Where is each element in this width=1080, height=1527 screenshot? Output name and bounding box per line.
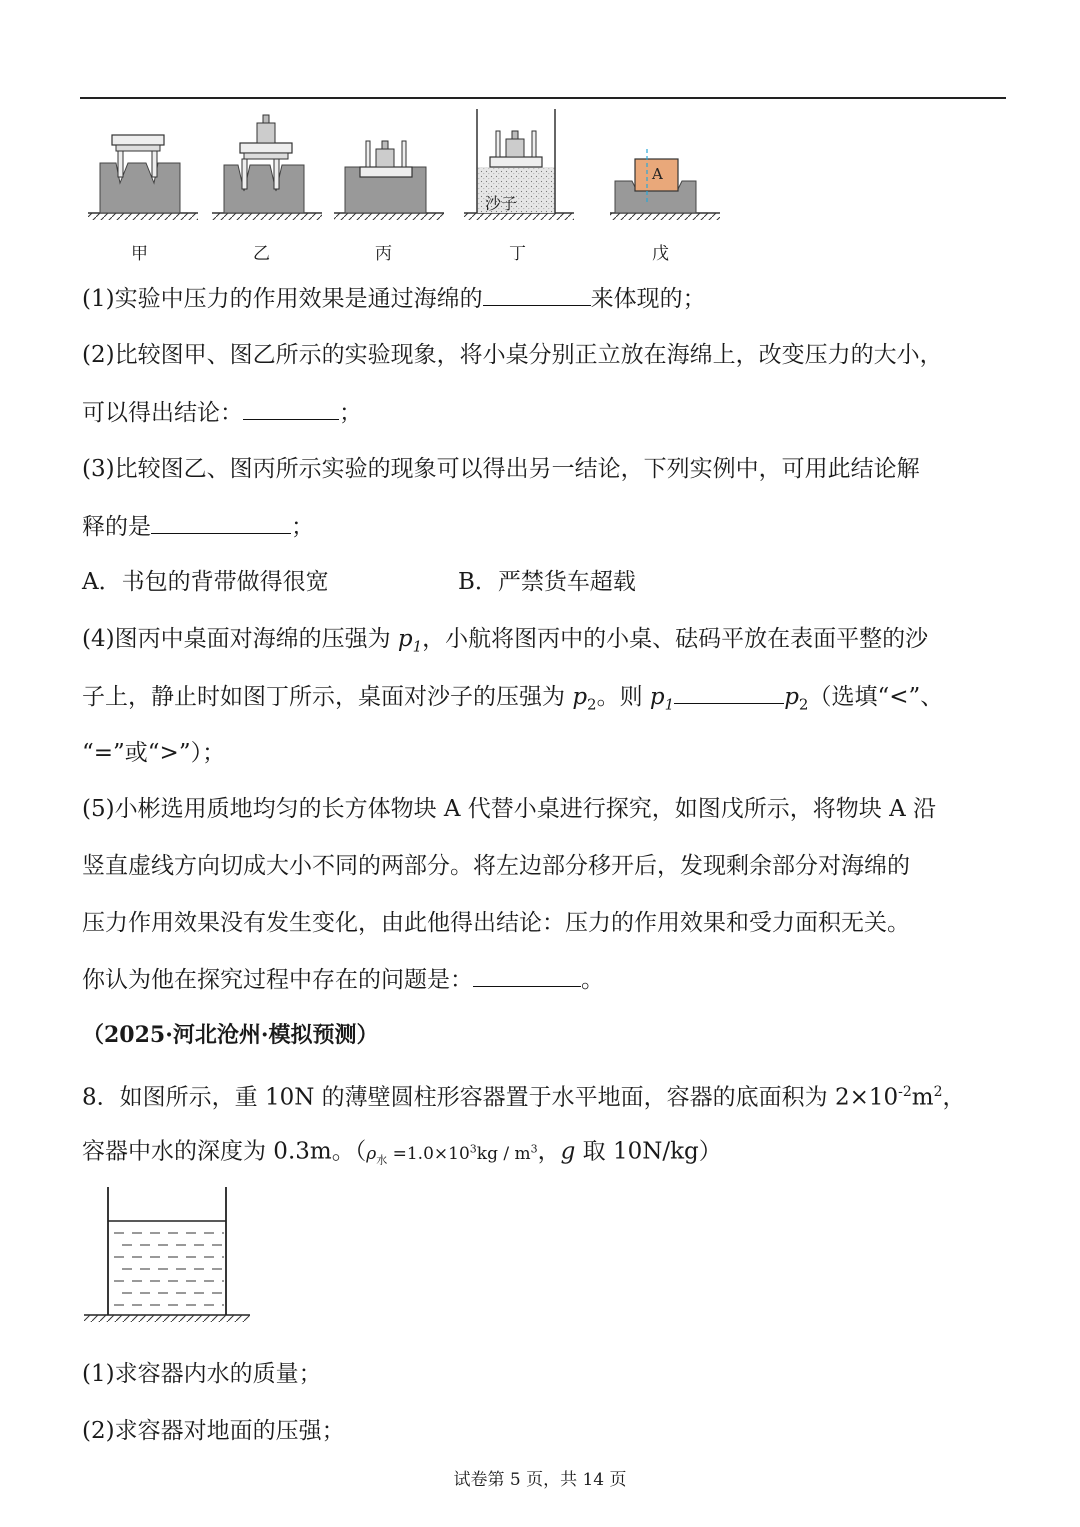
q8-line1: 8．如图所示，重 10N 的薄壁圆柱形容器置于水平地面，容器的底面积为 $2\times 10^{-2}m^2$，: [82, 1084, 966, 1111]
figure-ding: [464, 109, 574, 220]
q7-part5-line1: (5)小彬选用质地均匀的长方体物块 A 代替小桌进行探究，如图戊所示，将物块 A 沿: [82, 796, 937, 822]
answer-blank[interactable]: [674, 681, 784, 704]
q7-part1: (1)实验中压力的作用效果是通过海绵的 来体现的；: [82, 283, 706, 314]
answer-blank[interactable]: [243, 397, 339, 420]
q7-part3-line1: (3)比较图乙、图丙所示实验的现象可以得出另一结论，下列实例中，可用此结论解: [82, 456, 920, 482]
answer-blank[interactable]: [483, 283, 591, 306]
q7-part5-line3: 压力作用效果没有发生变化，由此他得出结论：压力的作用效果和受力面积无关。: [82, 910, 910, 936]
option-a: A．书包的背带做得很宽: [82, 569, 329, 595]
answer-blank[interactable]: [151, 511, 291, 534]
q8-line2: 容器中水的深度为 0.3m。（$\rho_水 =1.0\times 10^3kg / m^3$，g 取 10N/kg）: [82, 1138, 722, 1167]
figure-wu: [610, 149, 720, 220]
caption-yi: 乙: [253, 244, 270, 264]
option-b: B．严禁货车超载: [458, 569, 636, 595]
figure-jia: [88, 135, 198, 220]
figure-yi: [212, 115, 322, 220]
q7-part5-line4: 你认为他在探究过程中存在的问题是： 。: [82, 964, 604, 995]
q7-part4-line3: “=”或“>”）；: [82, 740, 226, 766]
page-footer: 试卷第 5 页，共 14 页: [453, 1470, 627, 1490]
caption-wu: 戊: [652, 244, 669, 264]
q8-sub2: (2)求容器对地面的压强；: [82, 1418, 345, 1444]
source-tag: （2025·河北沧州·模拟预测）: [82, 1022, 379, 1048]
sand-label: 沙子: [485, 194, 518, 213]
q7-part2-line2: 可以得出结论： ；: [82, 397, 362, 428]
container-figure: [84, 1185, 256, 1335]
caption-bing: 丙: [375, 244, 392, 264]
q7-part2-line1: (2)比较图甲、图乙所示的实验现象，将小桌分别正立放在海绵上，改变压力的大小，: [82, 342, 943, 368]
header-rule: [80, 97, 1006, 99]
q7-part4-line2: 子上，静止时如图丁所示，桌面对沙子的压强为 $p_2$。则 $p_1$ $p_2$（选填“<”、: [82, 681, 943, 720]
figure-bing: [334, 141, 444, 220]
q7-part3-line2: 释的是 ；: [82, 511, 314, 542]
experiment-figures: [80, 105, 740, 235]
answer-blank[interactable]: [473, 964, 581, 987]
caption-ding: 丁: [509, 244, 526, 264]
q7-part5-line2: 竖直虚线方向切成大小不同的两部分。将左边部分移开后，发现剩余部分对海绵的: [82, 853, 910, 879]
caption-jia: 甲: [131, 244, 148, 264]
q8-sub1: (1)求容器内水的质量；: [82, 1361, 322, 1387]
q7-part4-line1: (4)图丙中桌面对海绵的压强为 $p_1$，小航将图丙中的小桌、砝码平放在表面平整的沙: [82, 626, 929, 656]
block-label: A: [652, 165, 663, 183]
